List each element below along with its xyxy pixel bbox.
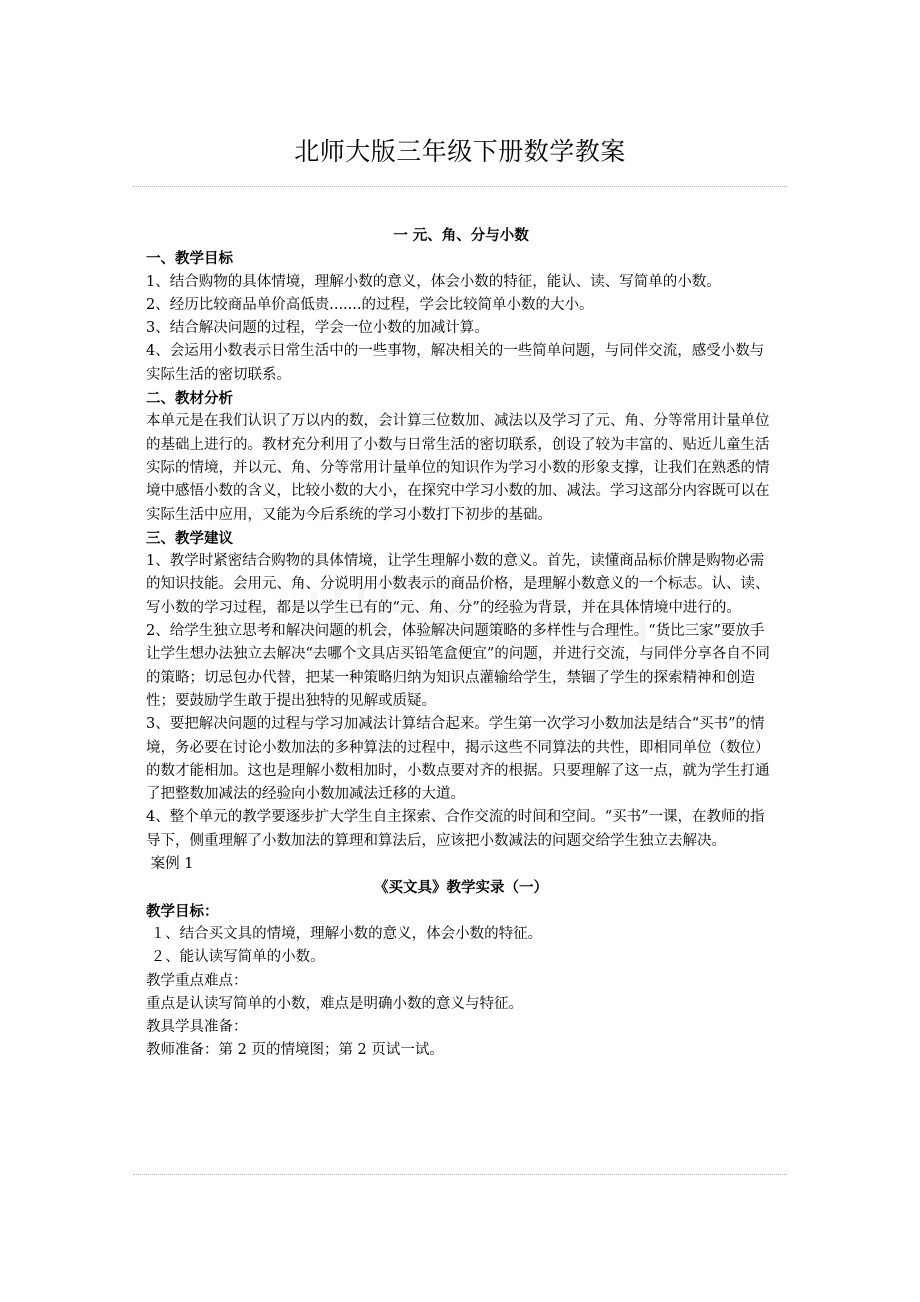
goals-heading: 一、教学目标	[146, 250, 233, 268]
case-label: 案例 1	[146, 856, 194, 873]
suggestion-item: 1、教学时紧密结合购物的具体情境，让学生理解小数的意义。首先，读懂商品标价牌是购物必需的知识技能。会用元、角、分说明用小数表示的商品价格，是理解小数意义的一个标志。认、读、写小数的学习过程，都是以学生已有的“元、角、分”的经验为背景，并在具体情境中进行的。	[146, 553, 770, 616]
case-goal-item: ２、能认读写简单的小数。	[146, 949, 325, 966]
document-title: 北师大版三年级下册数学教案	[294, 137, 626, 166]
goal-item: 1、结合购物的具体情境，理解小数的意义，体会小数的特征，能认、读、写简单的小数。	[146, 273, 721, 290]
case-title: 《买文具》教学实录（一）	[374, 879, 548, 897]
case-goal-item: １、结合买文具的情境，理解小数的意义，体会小数的特征。	[146, 925, 543, 942]
materials-text: 教师准备：第 2 页的情境图；第 2 页试一试。	[146, 1042, 444, 1059]
suggestion-item: 2、给学生独立思考和解决问题的机会，体验解决问题策略的多样性与合理性。“货比三家”要放手让学生想办法独立去解决“去哪个文具店买铅笔盒便宜”的问题，并进行交流，与同伴分享各自不同的策略；切忌包办代替，把某一种策略归纳为知识点灌输给学生，禁锢了学生的探索精神和创造性；要鼓励学生敢于提出独特的见解或质疑。	[146, 623, 770, 709]
suggestion-item: 4、整个单元的教学要逐步扩大学生自主探索、合作交流的时间和空间。“买书”一课，在教师的指导下，侧重理解了小数加法的算理和算法后，应该把小数减法的问题交给学生独立去解决。	[146, 809, 765, 849]
goal-item: 3、结合解决问题的过程，学会一位小数的加减计算。	[146, 320, 489, 337]
case-goals-heading: 教学目标：	[146, 902, 219, 920]
unit-heading: 一 元、角、分与小数	[393, 227, 529, 244]
document-body	[146, 224, 776, 1063]
bottom-divider	[133, 1174, 787, 1175]
key-points-heading: 教学重点难点：	[146, 972, 248, 989]
goal-item: 2、经历比较商品单价高低贵.......的过程，学会比较简单小数的大小。	[146, 296, 594, 313]
suggestions-heading: 三、教学建议	[146, 529, 233, 547]
goal-item: 4、会运用小数表示日常生活中的一些事物，解决相关的一些简单问题，与同伴交流，感受小数与实际生活的密切联系。	[146, 343, 765, 383]
key-points-text: 重点是认读写简单的小数，难点是明确小数的意义与特征。	[146, 995, 523, 1012]
suggestion-item: 3、要把解决问题的过程与学习加减法计算结合起来。学生第一次学习小数加法是结合“买书”的情境，务必要在讨论小数加法的多种算法的过程中，揭示这些不同算法的共性，即相同单位（数位）的数才能相加。这也是理解小数相加时，小数点要对齐的根据。只要理解了这一点，就为学生打通了把整数加减法的经验向小数加减法迁移的大道。	[146, 716, 770, 803]
analysis-paragraph: 本单元是在我们认识了万以内的数，会计算三位数加、减法以及学习了元、角、分等常用计量单位的基础上进行的。教材充分利用了小数与日常生活的密切联系，创设了较为丰富的、贴近儿童生活实际的情境，并以元、角、分等常用计量单位的知识作为学习小数的形象支撑，让我们在熟悉的情境中感悟小数的含义，比较小数的大小，在探究中学习小数的加、减法。学习这部分内容既可以在实际生活中应用，又能为今后系统的学习小数打下初步的基础。	[146, 413, 770, 523]
materials-heading: 教具学具准备：	[146, 1019, 248, 1036]
analysis-heading: 二、教材分析	[146, 390, 233, 408]
top-divider	[133, 186, 787, 187]
